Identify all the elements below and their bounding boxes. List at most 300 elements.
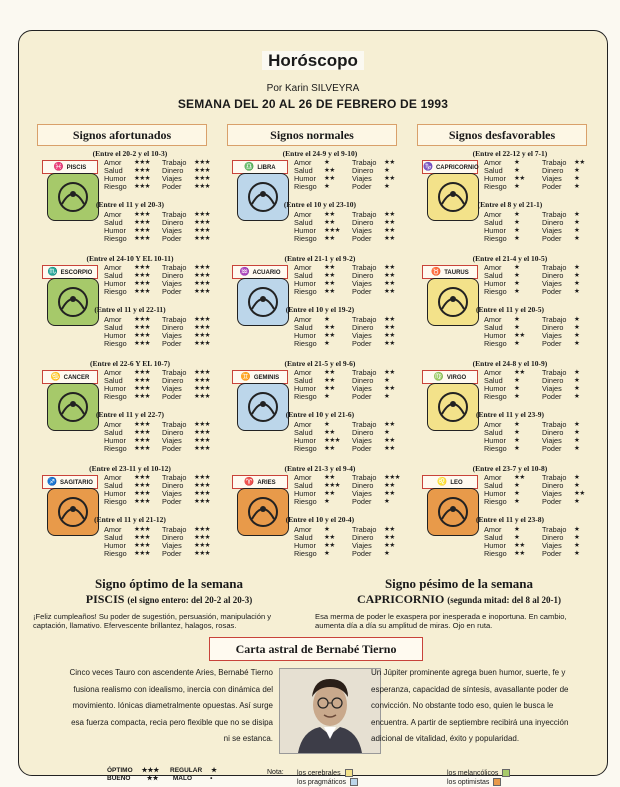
sign-label: ♋ CANCER [42, 370, 98, 384]
rating-label: Poder [352, 444, 372, 453]
rating-stars: ★ [574, 175, 580, 182]
rating-label: Dinero [162, 428, 184, 437]
sign-date-range: (Entre el 21-1 y el 9-2) [284, 254, 356, 263]
sign-label: ♒ ACUARIO [232, 265, 288, 279]
rating-label: Amor [104, 473, 122, 482]
rating-stars: ★★ [384, 175, 395, 182]
zodiac-glyph-icon: ♍ [433, 372, 444, 381]
rating-stars: ★ [514, 316, 520, 323]
rating-label: Dinero [162, 481, 184, 490]
rating-label: Poder [162, 182, 182, 191]
rating-label: Trabajo [162, 315, 187, 324]
rating-label: Amor [104, 263, 122, 272]
rating-label: Salud [294, 166, 313, 175]
column-header-unfavorable: Signos desfavorables [417, 124, 587, 146]
rating-label: Viajes [162, 174, 182, 183]
rating-label: Trabajo [542, 525, 567, 534]
rating-label: Salud [484, 533, 503, 542]
rating-label: Trabajo [162, 263, 187, 272]
sign-ratings-first [104, 474, 223, 506]
rating-label: Salud [294, 218, 313, 227]
rating-stars: ★ [574, 340, 580, 347]
rating-label: Humor [294, 279, 316, 288]
sign-ratings-second [484, 526, 603, 558]
best-sign-heading: Signo óptimo de la semana [94, 576, 244, 591]
sign-date-range: (Entre el 11 y el 22-7) [96, 410, 164, 419]
rating-stars: ★ [514, 482, 520, 489]
rating-stars: ★★★ [194, 437, 210, 444]
rating-label: Dinero [162, 533, 184, 542]
sign-card-geminis [227, 359, 413, 464]
rating-stars: ★★ [324, 445, 335, 452]
sign-date-range: (Entre el 10 y el 19-2) [285, 305, 355, 314]
rating-stars: ★★★ [194, 324, 210, 331]
rating-row [484, 340, 603, 348]
rating-label: Humor [484, 279, 506, 288]
rating-label: Salud [294, 481, 313, 490]
rating-stars: ★★★ [194, 235, 210, 242]
astral-chart-heading: Carta astral de Bernabé Tierno [209, 637, 423, 661]
rating-stars: ★★ [324, 542, 335, 549]
rating-label: Humor [484, 331, 506, 340]
astral-text-right: Un Júpiter prominente agrega buen humor, suerte, fe y esperanza, capacidad de síntesis, avasallante poder de convicción. No obstante todo eso, quien le busca le encuentra. A partir de septiembre recibirá una inyección adicional de vitalidad, éxito y popularidad. [371, 668, 569, 743]
rating-stars: ★★★ [194, 340, 210, 347]
rating-label: Riesgo [294, 444, 317, 453]
rating-label: Riesgo [294, 392, 317, 401]
rating-row [294, 340, 413, 348]
sign-date-range: (Entre el 22-12 y el 7-1) [472, 149, 548, 158]
geminis-zodiac-icon [237, 383, 289, 431]
rating-label: Viajes [542, 541, 562, 550]
rating-stars: ★ [574, 534, 580, 541]
rating-label: Riesgo [104, 339, 127, 348]
rating-label: Riesgo [104, 549, 127, 558]
rating-stars: ★★ [324, 219, 335, 226]
sign-date-range: (Entre el 11 y el 22-11) [94, 305, 166, 314]
rating-label: Salud [484, 481, 503, 490]
sign-card-capricornio [417, 149, 603, 254]
rating-stars: ★ [574, 498, 580, 505]
rating-label: Poder [542, 287, 562, 296]
rating-label: Riesgo [294, 234, 317, 243]
rating-stars: ★ [514, 490, 520, 497]
sign-ratings-second [484, 211, 603, 243]
sign-ratings-second [294, 526, 413, 558]
rating-stars: ★★ [384, 437, 395, 444]
rating-stars: ★★ [324, 385, 335, 392]
rating-stars: ★ [514, 340, 520, 347]
rating-stars: ★★★ [194, 211, 210, 218]
rating-stars: ★★★ [134, 526, 150, 533]
week-heading: SEMANA DEL 20 AL 26 DE FEBRERO DE 1993 [177, 97, 449, 111]
rating-label: Poder [542, 444, 562, 453]
rating-label: Viajes [352, 384, 372, 393]
rating-stars: ★ [514, 159, 520, 166]
rating-label: Trabajo [542, 210, 567, 219]
rating-label: Trabajo [352, 525, 377, 534]
rating-stars: ★★ [384, 280, 395, 287]
sign-date-range: (Entre el 21-4 y el 10-5) [472, 254, 548, 263]
rating-label: Poder [352, 287, 372, 296]
sign-date-range: (Entre el 21-5 y el 9-6) [284, 359, 356, 368]
rating-stars: ★★ [384, 534, 395, 541]
rating-label: Amor [484, 420, 502, 429]
rating-label: Humor [104, 489, 126, 498]
rating-label: Riesgo [104, 444, 127, 453]
rating-stars: ★ [574, 211, 580, 218]
sign-card-aries [227, 464, 413, 569]
rating-stars: ★★★ [134, 280, 150, 287]
rating-stars: ★★★ [134, 316, 150, 323]
sign-date-range: (Entre el 23-11 y el 10-12) [89, 464, 171, 473]
rating-stars: ★ [574, 550, 580, 557]
rating-label: Riesgo [104, 182, 127, 191]
rating-label: Poder [162, 444, 182, 453]
rating-label: Viajes [542, 279, 562, 288]
page-title: Horóscopo [19, 51, 607, 71]
rating-stars: ★ [514, 288, 520, 295]
rating-label: Salud [104, 166, 123, 175]
rating-stars: ★ [514, 264, 520, 271]
rating-label: Amor [294, 525, 312, 534]
rating-stars: ★★★ [134, 377, 150, 384]
rating-stars: ★ [574, 385, 580, 392]
rating-label: Salud [294, 533, 313, 542]
rating-label: Salud [104, 481, 123, 490]
rating-stars: ★★ [574, 490, 585, 497]
rating-label: Poder [162, 549, 182, 558]
rating-stars: ★ [384, 550, 390, 557]
sign-date-range: (Entre el 11 y el 20-3) [96, 200, 164, 209]
rating-stars: ★★★ [194, 482, 210, 489]
rating-stars: ★★ [514, 542, 525, 549]
virgo-zodiac-icon [427, 383, 479, 431]
sign-ratings-first [484, 264, 603, 296]
sign-card-piscis [37, 149, 223, 254]
rating-stars: ★ [384, 183, 390, 190]
rating-label: Dinero [542, 166, 564, 175]
sign-card-libra [227, 149, 413, 254]
rating-label: Dinero [162, 376, 184, 385]
rating-stars: ★ [574, 280, 580, 287]
rating-stars: ★ [574, 526, 580, 533]
rating-stars: ★★ [384, 490, 395, 497]
rating-stars: ★ [514, 235, 520, 242]
aries-zodiac-icon [237, 488, 289, 536]
rating-stars: ★★★ [324, 227, 340, 234]
rating-stars: ★★★ [194, 490, 210, 497]
rating-stars: ★ [574, 445, 580, 452]
sign-label: ♓ PISCIS [42, 160, 98, 174]
rating-label: Viajes [542, 436, 562, 445]
sign-ratings-second [294, 421, 413, 453]
sign-card-virgo [417, 359, 603, 464]
rating-label: Dinero [352, 323, 374, 332]
rating-label: Salud [294, 271, 313, 280]
rating-label: Salud [484, 166, 503, 175]
cancer-zodiac-icon [47, 383, 99, 431]
rating-stars: ★★★ [194, 474, 210, 481]
rating-label: Humor [294, 226, 316, 235]
rating-label: Riesgo [294, 549, 317, 558]
rating-row [294, 288, 413, 296]
rating-stars: ★★★ [194, 227, 210, 234]
leo-zodiac-icon [427, 488, 479, 536]
rating-stars: ★ [514, 211, 520, 218]
rating-label: Amor [104, 525, 122, 534]
sign-label: ♏ ESCORPIO [42, 265, 98, 279]
sagitario-zodiac-icon [47, 488, 99, 536]
rating-stars: ★★★ [134, 235, 150, 242]
rating-stars: ★★★ [134, 421, 150, 428]
sign-date-range: (Entre el 21-3 y el 9-4) [284, 464, 356, 473]
rating-label: Viajes [542, 331, 562, 340]
rating-label: Humor [294, 384, 316, 393]
rating-stars: ★★ [384, 324, 395, 331]
rating-label: Riesgo [294, 182, 317, 191]
rating-label: Viajes [352, 489, 372, 498]
rating-stars: ★ [324, 183, 330, 190]
rating-stars: ★ [574, 393, 580, 400]
rating-label: Dinero [352, 218, 374, 227]
sign-ratings-second [104, 421, 223, 453]
rating-stars: ★ [574, 437, 580, 444]
sign-card-escorpio [37, 254, 223, 359]
rating-label: Riesgo [104, 234, 127, 243]
rating-label: Humor [484, 436, 506, 445]
rating-label: Humor [484, 541, 506, 550]
rating-stars: ★★ [384, 332, 395, 339]
rating-label: Poder [162, 234, 182, 243]
rating-stars: ★★ [324, 175, 335, 182]
rating-row [294, 393, 413, 401]
portrait-photo [279, 668, 381, 754]
rating-label: Poder [162, 339, 182, 348]
rating-stars: ★★★ [384, 474, 400, 481]
zodiac-glyph-icon: ♏ [47, 267, 58, 276]
rating-stars: ★★★ [194, 264, 210, 271]
rating-label: Dinero [352, 166, 374, 175]
rating-stars: ★★★ [194, 393, 210, 400]
rating-label: Trabajo [162, 420, 187, 429]
rating-stars: ★★★ [324, 482, 340, 489]
rating-stars: ★ [514, 167, 520, 174]
sign-date-range: (Entre el 23-7 y el 10-8) [472, 464, 548, 473]
rating-label: Salud [104, 533, 123, 542]
sign-ratings-second [484, 316, 603, 348]
rating-label: Trabajo [352, 368, 377, 377]
rating-label: Humor [484, 174, 506, 183]
rating-stars: ★ [574, 219, 580, 226]
byline: Por Karin SILVEYRA [266, 83, 360, 94]
horoscope-page [18, 30, 608, 786]
rating-stars: ★★ [324, 288, 335, 295]
rating-label: Humor [104, 226, 126, 235]
rating-label: Dinero [352, 271, 374, 280]
rating-label: Salud [484, 218, 503, 227]
rating-stars: ★★ [384, 264, 395, 271]
rating-stars: ★ [384, 377, 390, 384]
rating-label: Amor [294, 315, 312, 324]
sign-ratings-first [104, 264, 223, 296]
rating-label: Amor [484, 368, 502, 377]
rating-label: Dinero [352, 533, 374, 542]
rating-stars: ★ [574, 421, 580, 428]
rating-stars: ★★ [384, 385, 395, 392]
rating-stars: ★ [514, 534, 520, 541]
rating-label: Trabajo [162, 473, 187, 482]
rating-stars: ★★ [384, 340, 395, 347]
rating-stars: ★★★ [194, 280, 210, 287]
rating-stars: ★★ [514, 332, 525, 339]
rating-label: Riesgo [484, 234, 507, 243]
rating-stars: ★★ [384, 369, 395, 376]
rating-stars: ★★ [384, 482, 395, 489]
rating-stars: ★★★ [194, 526, 210, 533]
rating-label: Salud [104, 376, 123, 385]
sign-date-range: (Entre el 22-6 Y EL 10-7) [90, 359, 170, 368]
rating-stars: ★ [574, 542, 580, 549]
zodiac-glyph-icon: ♎ [244, 162, 255, 171]
rating-stars: ★ [574, 264, 580, 271]
rating-stars: ★ [324, 550, 330, 557]
rating-row [294, 550, 413, 558]
rating-stars: ★★ [384, 316, 395, 323]
rating-stars: ★★★ [134, 211, 150, 218]
rating-label: Poder [352, 234, 372, 243]
zodiac-glyph-icon: ♐ [47, 477, 58, 486]
rating-label: Humor [104, 436, 126, 445]
sign-date-range: (Entre el 24-8 y el 10-9) [472, 359, 548, 368]
rating-label: Dinero [162, 271, 184, 280]
rating-stars: ★★ [384, 542, 395, 549]
rating-label: Viajes [542, 226, 562, 235]
sign-date-range: (Entre el 24-10 Y EL 10-11) [86, 254, 174, 263]
worst-sign-name: CAPRICORNIO (segunda mitad: del 8 al 20-1) [356, 592, 562, 606]
rating-stars: ★★ [324, 332, 335, 339]
rating-label: Viajes [162, 436, 182, 445]
rating-row [104, 235, 223, 243]
rating-stars: ★★★ [194, 369, 210, 376]
rating-stars: ★ [574, 227, 580, 234]
rating-label: Salud [484, 428, 503, 437]
rating-row [294, 183, 413, 191]
rating-label: Amor [484, 315, 502, 324]
rating-stars: ★ [514, 377, 520, 384]
rating-stars: ★★★ [194, 167, 210, 174]
sign-ratings-second [294, 211, 413, 243]
rating-stars: ★ [514, 324, 520, 331]
rating-stars: ★ [324, 159, 330, 166]
rating-label: Amor [104, 158, 122, 167]
rating-label: Viajes [542, 489, 562, 498]
rating-label: Humor [484, 489, 506, 498]
rating-stars: ★ [514, 272, 520, 279]
rating-stars: ★★★ [134, 219, 150, 226]
rating-stars: ★ [574, 183, 580, 190]
rating-stars: ★ [574, 324, 580, 331]
zodiac-glyph-icon: ♉ [431, 267, 442, 276]
rating-label: Amor [294, 210, 312, 219]
rating-label: Humor [484, 384, 506, 393]
rating-label: Amor [484, 158, 502, 167]
rating-stars: ★★ [324, 377, 335, 384]
sign-label: ♎ LIBRA [232, 160, 288, 174]
rating-label: Humor [104, 331, 126, 340]
rating-label: Humor [104, 541, 126, 550]
rating-stars: ★★ [514, 550, 525, 557]
note-left: los cerebrales los pragmáticos [297, 769, 358, 787]
rating-stars: ★★★ [324, 437, 340, 444]
sign-date-range: (Entre el 8 y el 21-1) [477, 200, 543, 209]
rating-stars: ★ [514, 429, 520, 436]
rating-stars: ★★ [324, 324, 335, 331]
rating-stars: ★ [324, 316, 330, 323]
rating-stars: ★★ [324, 429, 335, 436]
rating-label: Poder [352, 497, 372, 506]
rating-label: Amor [294, 263, 312, 272]
rating-stars: ★ [574, 332, 580, 339]
rating-row [104, 288, 223, 296]
rating-stars: ★ [514, 280, 520, 287]
sign-ratings-first [294, 264, 413, 296]
rating-label: Viajes [162, 331, 182, 340]
rating-label: Riesgo [484, 182, 507, 191]
rating-stars: ★★★ [194, 534, 210, 541]
rating-stars: ★ [514, 437, 520, 444]
taurus-zodiac-icon [427, 278, 479, 326]
rating-stars: ★★ [324, 235, 335, 242]
rating-stars: ★★★ [134, 474, 150, 481]
rating-label: Poder [162, 392, 182, 401]
rating-stars: ★★★ [194, 542, 210, 549]
sign-ratings-first [484, 474, 603, 506]
rating-stars: ★ [514, 526, 520, 533]
rating-label: Dinero [352, 481, 374, 490]
rating-label: Humor [294, 174, 316, 183]
rating-stars: ★★ [324, 474, 335, 481]
rating-row [484, 445, 603, 453]
rating-label: Viajes [352, 436, 372, 445]
rating-label: Amor [104, 368, 122, 377]
zodiac-glyph-icon: ♌ [437, 477, 448, 486]
rating-stars: ★★ [324, 490, 335, 497]
sign-date-range: (Entre el 11 y el 20-5) [476, 305, 544, 314]
zodiac-glyph-icon: ♑ [423, 162, 433, 171]
escorpio-zodiac-icon [47, 278, 99, 326]
rating-label: Salud [484, 376, 503, 385]
rating-stars: ★ [324, 340, 330, 347]
rating-stars: ★★ [324, 211, 335, 218]
rating-stars: ★★★ [134, 490, 150, 497]
rating-stars: ★★★ [134, 264, 150, 271]
rating-stars: ★★★ [194, 429, 210, 436]
rating-label: Viajes [352, 174, 372, 183]
sign-label: ♈ ARIES [232, 475, 288, 489]
rating-stars: ★★★ [194, 332, 210, 339]
sign-ratings-first [484, 369, 603, 401]
sign-ratings-second [294, 316, 413, 348]
rating-label: Humor [104, 279, 126, 288]
rating-stars: ★ [574, 316, 580, 323]
rating-stars: ★★★ [194, 183, 210, 190]
rating-label: Trabajo [542, 473, 567, 482]
rating-label: Riesgo [104, 287, 127, 296]
rating-label: Viajes [352, 541, 372, 550]
rating-label: Poder [162, 287, 182, 296]
rating-label: Viajes [542, 174, 562, 183]
rating-label: Trabajo [352, 210, 377, 219]
